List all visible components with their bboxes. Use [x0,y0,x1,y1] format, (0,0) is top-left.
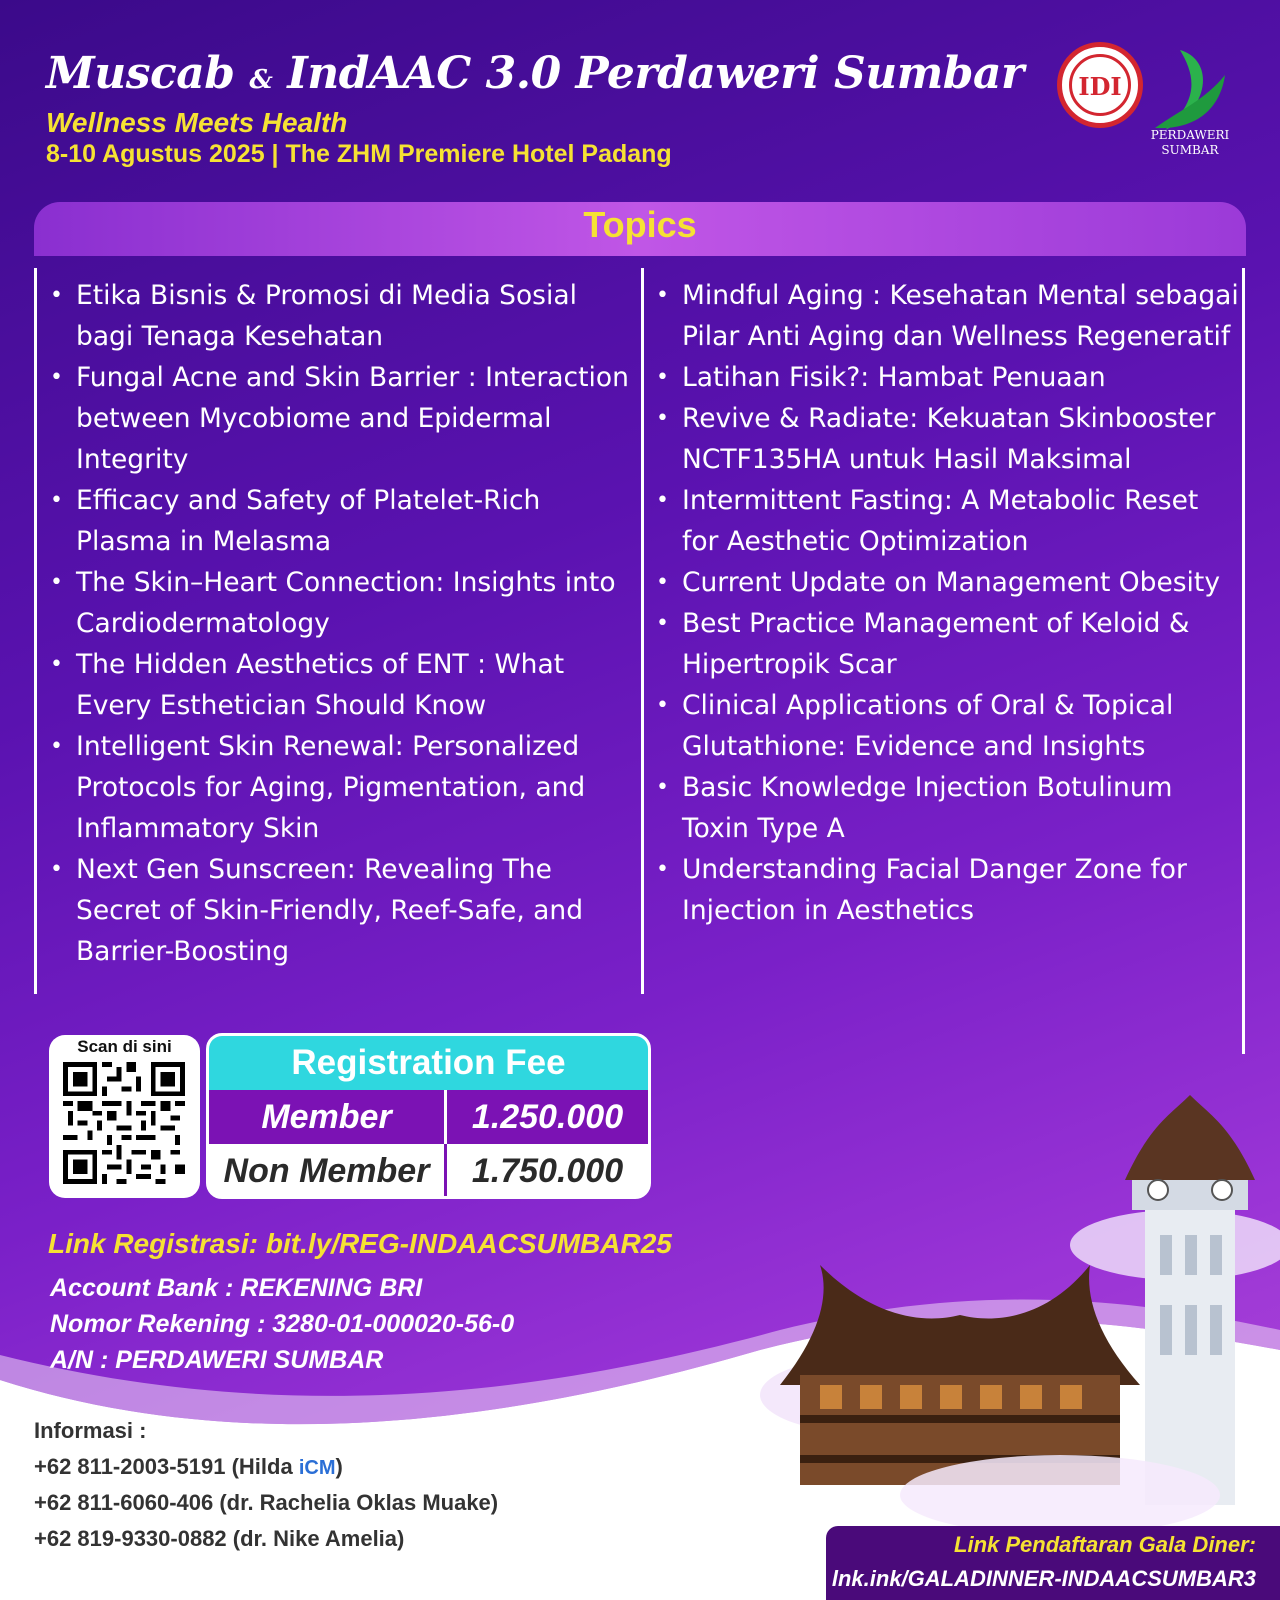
right-topic-item: • Understanding Facial Danger Zone for Injection in Aesthetics [656,849,1241,931]
event-title: Muscab & IndAAC 3.0 Perdaweri Sumbar [46,48,1024,99]
bank-account: Account Bank : REKENING BRI [50,1274,423,1302]
perdaweri-logo-text: PERDAWERI SUMBAR [1150,128,1230,157]
topics-title: Topics [583,204,697,245]
left-topic-item: • Fungal Acne and Skin Barrier : Interaction between Mycobiome and Epidermal Integrity [50,357,630,480]
event-tagline: Wellness Meets Health [46,107,348,138]
bank-number: Nomor Rekening : 3280-01-000020-56-0 [50,1310,515,1338]
left-topic-item: • The Hidden Aesthetics of ENT : What Every Esthetician Should Know [50,644,630,726]
fee-table-header: Registration Fee [209,1036,648,1090]
topics-list-left [50,275,630,972]
registration-link[interactable]: Link Registrasi: bit.ly/REG-INDAACSUMBAR25 [48,1228,672,1259]
divider-right [1242,268,1245,1054]
qr-label: Scan di sini [77,1037,172,1056]
right-topic-item: • Intermittent Fasting: A Metabolic Reset for Aesthetic Optimization [656,480,1241,562]
gala-dinner-link[interactable]: Link Pendaftaran Gala Diner: lnk.ink/GALADINNER-INDAACSUMBAR3 [831,1532,1256,1591]
divider-middle [641,268,644,994]
right-topic-item: • Mindful Aging : Kesehatan Mental sebagai Pilar Anti Aging dan Wellness Regeneratif [656,275,1241,357]
topics-list-right [656,275,1241,931]
non-member-label: Non Member [209,1144,447,1198]
right-topic-item: • Latihan Fisik?: Hambat Penuaan [656,357,1241,398]
non-member-price: 1.750.000 [471,1152,624,1190]
right-topic-item: • Best Practice Management of Keloid & Hipertropik Scar [656,603,1241,685]
contact-nike: +62 819-9330-0882 (dr. Nike Amelia) [34,1526,405,1551]
right-topic-item: • Clinical Applications of Oral & Topical Glutathione: Evidence and Insights [656,685,1241,767]
left-topic-item: • The Skin–Heart Connection: Insights into Cardiodermatology [50,562,630,644]
contact-hilda: +62 811-2003-5191 (Hilda iCM) [34,1454,343,1479]
idi-logo [1057,42,1143,128]
left-topic-item: • Etika Bisnis & Promosi di Media Sosial bagi Tenaga Kesehatan [50,275,630,357]
fee-row-non-member [209,1144,648,1198]
left-topic-item: • Next Gen Sunscreen: Revealing The Secret of Skin-Friendly, Reef-Safe, and Barrier-Boosting [50,849,630,972]
event-date-venue: 8-10 Agustus 2025 | The ZHM Premiere Hotel Padang [46,140,672,168]
contact-rachelia: +62 811-6060-406 (dr. Rachelia Oklas Muake) [34,1490,499,1515]
svg-text:IDI: IDI [1078,72,1122,101]
member-label: Member [209,1090,447,1144]
fee-row-member [209,1090,648,1144]
padang-landmark-illustration [760,1085,1280,1535]
left-topic-item: • Efficacy and Safety of Platelet-Rich Plasma in Melasma [50,480,630,562]
bank-holder: A/N : PERDAWERI SUMBAR [50,1346,384,1374]
right-topic-item: • Revive & Radiate: Kekuatan Skinbooster NCTF135HA untuk Hasil Maksimal [656,398,1241,480]
icm-logo: iCM [298,1457,336,1479]
divider-left [34,268,37,994]
member-price: 1.250.000 [471,1098,624,1136]
right-topic-item: • Current Update on Management Obesity [656,562,1241,603]
right-topic-item: • Basic Knowledge Injection Botulinum Toxin Type A [656,767,1241,849]
info-heading: Informasi : [34,1418,147,1443]
left-topic-item: • Intelligent Skin Renewal: Personalized Protocols for Aging, Pigmentation, and Inflammatory Skin [50,726,630,849]
registration-fee-table [206,1033,651,1199]
qr-code[interactable] [63,1062,185,1184]
